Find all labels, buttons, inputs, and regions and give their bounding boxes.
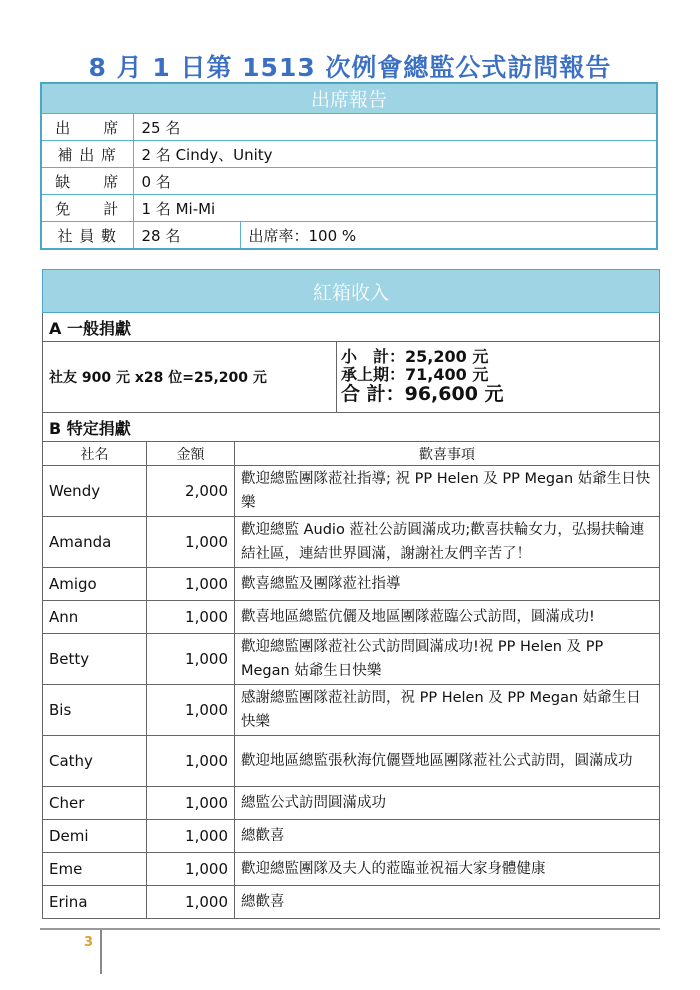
donation-message: 總監公式訪問圓滿成功 (235, 787, 660, 820)
donor-name: Betty (43, 634, 147, 685)
footer-vertical-bar (100, 930, 102, 974)
donation-amount: 1,000 (147, 634, 235, 685)
members-label: 社 員 數 (41, 222, 133, 250)
page-number: 3 (84, 935, 94, 950)
donation-message: 總歡喜 (235, 820, 660, 853)
donation-amount: 1,000 (147, 685, 235, 736)
section-b-title: B 特定捐獻 (43, 413, 660, 442)
donation-message: 歡迎總監團隊及夫人的蒞臨並祝福大家身體健康 (235, 853, 660, 886)
donor-name: Amanda (43, 517, 147, 568)
grand-total: 合 計：96,600 元 (341, 383, 504, 406)
column-header-name: 社名 (43, 442, 147, 466)
page-title: 8 月 1 日第 1513 次例會總監公式訪問報告 (88, 53, 612, 82)
red-box-table (42, 269, 660, 919)
donation-amount: 1,000 (147, 736, 235, 787)
attendance-value: 1 名 Mi-Mi (133, 195, 657, 222)
column-header-amount: 金額 (147, 442, 235, 466)
donation-message: 總歡喜 (235, 886, 660, 919)
attendance-rate: 出席率：100 % (240, 222, 657, 250)
attendance-row (41, 222, 657, 250)
donation-message: 歡喜總監及團隊蒞社指導 (235, 568, 660, 601)
donation-amount: 1,000 (147, 601, 235, 634)
donation-message: 感謝總監團隊蒞社訪問，祝 PP Helen 及 PP Megan 姑爺生日快樂 (235, 685, 660, 736)
donation-row (43, 634, 660, 685)
attendance-label: 出 席 (41, 114, 133, 141)
donation-amount: 1,000 (147, 517, 235, 568)
attendance-label: 缺 席 (41, 168, 133, 195)
donation-row (43, 787, 660, 820)
donation-row (43, 601, 660, 634)
donation-amount: 1,000 (147, 886, 235, 919)
attendance-header: 出席報告 (41, 83, 657, 114)
footer-divider (40, 928, 660, 930)
column-header-message: 歡喜事項 (235, 442, 660, 466)
donation-amount: 1,000 (147, 820, 235, 853)
donation-message: 歡迎地區總監張秋海伉儷暨地區團隊蒞社公式訪問，圓滿成功 (235, 736, 660, 787)
donor-name: Amigo (43, 568, 147, 601)
attendance-row (41, 141, 657, 168)
donor-name: Bis (43, 685, 147, 736)
donor-name: Demi (43, 820, 147, 853)
donor-name: Cathy (43, 736, 147, 787)
donor-name: Wendy (43, 466, 147, 517)
donor-name: Eme (43, 853, 147, 886)
attendance-value: 25 名 (133, 114, 657, 141)
donor-name: Cher (43, 787, 147, 820)
attendance-row (41, 195, 657, 222)
donation-row (43, 568, 660, 601)
attendance-table (40, 82, 658, 250)
attendance-value: 0 名 (133, 168, 657, 195)
previous-balance: 承上期：71,400 元 (341, 365, 489, 385)
donation-row (43, 736, 660, 787)
donation-amount: 2,000 (147, 466, 235, 517)
donation-formula: 社友 900 元 x28 位=25,200 元 (43, 342, 337, 413)
donor-name: Erina (43, 886, 147, 919)
attendance-label: 免 計 (41, 195, 133, 222)
donation-row (43, 517, 660, 568)
totals-box (337, 342, 660, 413)
attendance-value: 2 名 Cindy、Unity (133, 141, 657, 168)
donation-amount: 1,000 (147, 853, 235, 886)
donation-amount: 1,000 (147, 568, 235, 601)
members-value: 28 名 (133, 222, 240, 250)
attendance-label: 補 出 席 (41, 141, 133, 168)
donation-message: 歡喜地區總監伉儷及地區團隊蒞臨公式訪問，圓滿成功! (235, 601, 660, 634)
donation-amount: 1,000 (147, 787, 235, 820)
donation-message: 歡迎總監 Audio 蒞社公訪圓滿成功;歡喜扶輪女力，弘揚扶輪連結社區，連結世界圓滿，謝謝社友們辛苦了！ (235, 517, 660, 568)
donation-row (43, 820, 660, 853)
donation-message: 歡迎總監團隊蒞社指導; 祝 PP Helen 及 PP Megan 姑爺生日快樂 (235, 466, 660, 517)
donation-row (43, 886, 660, 919)
subtotal: 小 計：25,200 元 (341, 346, 489, 366)
column-header-row (43, 442, 660, 466)
donor-name: Ann (43, 601, 147, 634)
attendance-row (41, 114, 657, 141)
attendance-row (41, 168, 657, 195)
section-a-title: A 一般捐獻 (43, 313, 660, 342)
red-box-header: 紅箱收入 (43, 270, 660, 313)
donation-row (43, 466, 660, 517)
donation-row (43, 853, 660, 886)
donation-row (43, 685, 660, 736)
donation-message: 歡迎總監團隊蒞社公式訪問圓滿成功!祝 PP Helen 及 PP Megan 姑爺生日快樂 (235, 634, 660, 685)
